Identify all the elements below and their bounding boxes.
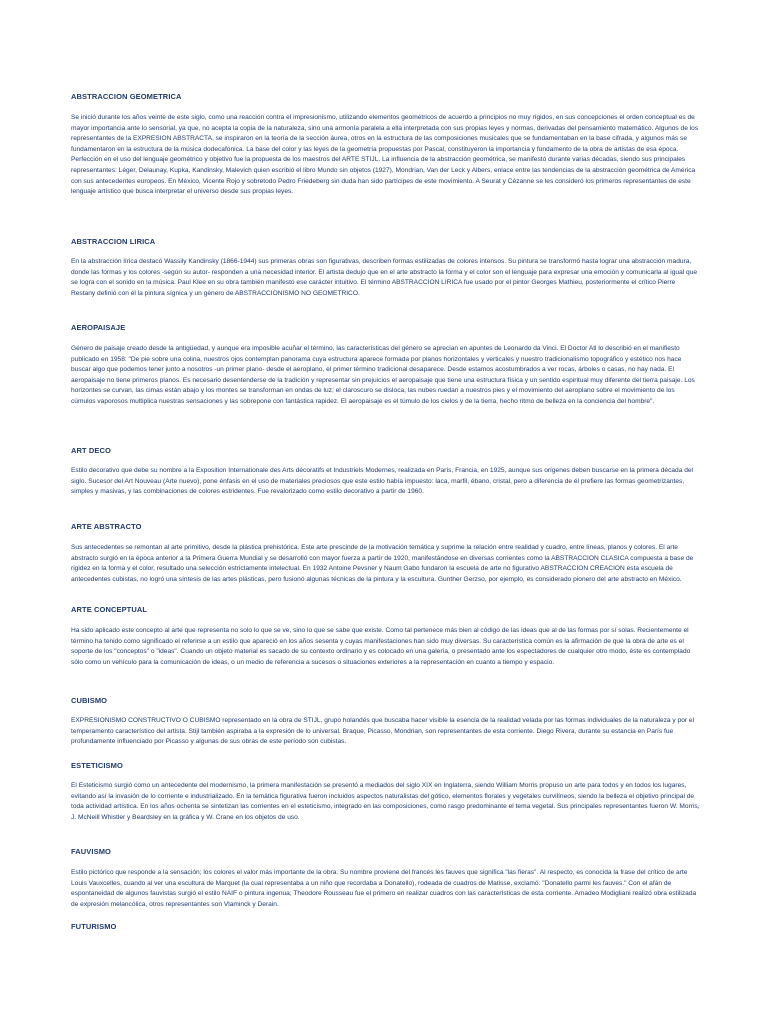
- section-body: El Esteticismo surgió como un antecedente del modernismo, la primera manifestación se presentó a mediados del siglo XIX en Inglaterra, siendo William Morris propuso un arte para todos y en todos los lugares, evitando así la invasión de lo corriente e industrializado. En la temática figurativa fueron incluidos aspectos naturalistas del gótico, elementos florales y vegetales curvilíneos, siendo la belleza el objetivo principal de toda actividad artística. En los años ochenta se sintetizan las corrientes en el esteticismo, integrado en las composiciones, como rasgo predominante el tema vegetal. Sus principales representantes fueron W. Morris, J. McNeill Whistler y Beardsley en la gráfica y W. Crane en los objetos de uso.: [71, 782, 700, 821]
- section-body: Estilo decorativo que debe su nombre a la Exposition Internationale des Arts décoratifs et Industriels Modernes, realizada en París, Francia, en 1925, aunque sus orígenes deben buscarse en la primera década del siglo. Sucesor del Art Nouveau (Arte nuevo), pone énfasis en el uso de materiales preciosos que este estilo había impuesto: laca, marfil, ébano, cristal, pero a diferencia de él prefiere las formas geometrizantes, simples y masivas, y las combinaciones de colores estridentes. Fue revalorizado como estilo decorativo a partir de 1960.: [71, 467, 694, 496]
- section-heading: ARTE ABSTRACTO: [71, 522, 142, 531]
- section-heading: ABSTRACCION GEOMETRICA: [71, 92, 182, 101]
- section-abstraccion-lirica: [71, 237, 701, 299]
- section-aeropaisaje: [71, 323, 701, 408]
- section-heading: CUBISMO: [71, 696, 108, 705]
- section-body: En la abstracción lírica destacó Wassily Kandinsky (1866-1944) sus primeras obras son figurativas, describen formas estilizadas de colores intensos. Su pintura se transformó hasta lograr una abstracción madura, donde las formas y los colores -según su autor- responden a una necesidad interior. El artista dedujo que en el arte abstracto la forma y el color son el lenguaje para expresar una emoción y comunicarla al igual que se logra con el sonido en la música. Paul Klee en su obra también manifestó ese carácter intuitivo. El término ABSTRACCION LIRICA fue usado por el pintor Georges Mathieu, posteriormente el crítico Pierre Restany definió con él la pintura sígnica y un género de ABSTRACCIONISMO NO GEOMETRICO.: [71, 258, 698, 297]
- section-body: Ha sido aplicado este concepto al arte que representa no solo lo que se ve, sino lo que se sabe que existe. Como tal pertenece más bien al código de las ideas que al de las formas por sí solas. Recientemente el término ha tenido como significado el referirse a un estilo que apareció en los años sesenta y cuyas manifestaciones han sido muy diversas. Su característica común es la afirmación de que la obra de arte es el soporte de los "conceptos" o "ideas". Cuando un objeto material es sacado de su contexto ordinario y es colocado en una galería, o presentado ante los espectadores de cualquier otro modo, éste es contemplado sólo como un vehículo para la comunicación de ideas, o un medio de referencia a sucesos o situaciones exteriores a la representación en cuanto a tiempo y espacio.: [71, 627, 691, 666]
- section-futurismo: [71, 922, 701, 932]
- section-arte-abstracto: [71, 522, 701, 585]
- section-arte-conceptual: [71, 605, 701, 668]
- section-heading: ABSTRACCION LIRICA: [71, 237, 156, 246]
- section-body: Género de paisaje creado desde la antigüedad, y aunque era imposible acuñar el término, las características del género se aprecian en apuntes de Leonardo da Vinci. El Doctor Atl lo describió en el manifiesto publicado en 1958: "De pie sobre una colina, nuestros ojos contemplan panorama cuya estructura aparece formada por planos horizontales y verticales y nuestro tradicionalismo topográfico y estético nos hace buscar algo que podemos tener junto a nosotros -un primer plano- desde el aeroplano, el primer término tradicional desaparece. Desde estamos acostumbrados a ver rocas, árboles o casas, no hay nada. El aeropaisaje no tiene primeros planos. Es necesario desentenderse de la tradición y representar sin prejuicios el aeropaisaje que tiene una estructura física y un sentido espiritual muy diferente del tierra paisaje. Los horizontes se curvan, las cimas están abajo y los montes se transforman en ondas de luz; el claroscuro se disloca, las nubes ruedan a nuestros pies y el movimiento del aeroplano sobre el movimiento de los cúmulos vaporosos multiplica nuestras sensaciones y las sobrepone con fantástica rapidez. El aeropaisaje es el túmulo de los cielos y de la tierra, hecho ritmo de belleza en la conciencia del hombre".: [71, 345, 695, 405]
- section-heading: FAUVISMO: [71, 847, 111, 856]
- section-art-deco: [71, 446, 701, 498]
- section-heading: ART DECO: [71, 446, 111, 455]
- section-heading: AEROPAISAJE: [71, 323, 126, 332]
- section-fauvismo: [71, 847, 701, 910]
- section-body: Estilo pictórico que responde a la sensación; los colores el valor más importante de la obra. Su nombre proviene del francés les fauves que significa "las fieras". Al respecto, es conocida la frase del crítico de arte Louis Vauxcelles, cuando al ver una escultura de Marquet (la cual representaba a un niño que recordaba a Donatello), rodeada de cuadros de Matisse, exclamó: "Donatello parmi les fauves." Con el afán de espontaneidad de algunos fauvistas surgió el estilo NAIF o pintura ingenua; Theodore Rousseau fue el primero en realizar cuadros con las características de esta corriente. Amadeo Modigliani realizó obra estilizada de expresión melancólica, otros representantes son Vlaminck y Derain.: [71, 869, 697, 908]
- section-heading: ESTETICISMO: [71, 761, 123, 770]
- section-body: EXPRESIONISMO CONSTRUCTIVO O CUBISMO representado en la obra de STIJL, grupo holandés que buscaba hacer visible la esencia de la realidad velada por las formas individuales de la naturaleza y por el temperamento característico del artista. Stijl también aspiraba a la expresión de lo universal. Braque, Picasso, Mondrian, son representantes de esta corriente. Diego Rivera, durante su estancia en París fue profundamente influenciado por Picasso y algunas de sus obras de este período son cubistas.: [71, 717, 695, 746]
- section-body: Se inició durante los años veinte de este siglo, como una reacción contra el impresionismo, utilizando elementos geométricos de acuerdo a principios no muy rígidos, en sus concepciones el orden conceptual es de mayor importancia ante lo sensorial, ya que, no acepta la copia de la naturaleza, sino una armonía paralela a ella interpretada con sus propias leyes y normas, derivadas del pensamiento matemático. Algunos de los representantes de la EXPRESION ABSTRACTA, se inspiraron en la teoría de la sección áurea, otros en la estructura de las composiciones musicales que se fundamentaban en la base cifrada, y algunos más se fundamentaron en la estructura de la música dodecafónica. La base del color y las leyes de la geometría propuestas por Pascal, constituyeron la importancia y fundamento de la obra de artistas de esa época. Perfección en el uso del lenguaje geométrico y objetivo fue la propuesta de los maestros del ARTE STIJL. La influencia de la abstracción geométrica, se manifestó durante varias décadas, siendo sus principales representantes: Léger, Delaunay, Kupka, Kandinsky, Malevich quien escribió el libro Mundo sin objetos (1927), Mondrian, Van der Leck y Albers, enlace entre las tendencias de la abstracción geométrica de América con sus antecedentes europeos. En México, Vicente Rojo y sobretodo Pedro Friedeberg sin duda han sido partícipes de este movimiento. A Seurat y Cézanne se les consideró los primeros representantes de este lenguaje artístico que busca interpretar el universo desde sus propias leyes.: [71, 114, 699, 196]
- section-abstraccion-geometrica: [71, 92, 701, 198]
- section-cubismo: [71, 696, 701, 748]
- section-heading: FUTURISMO: [71, 922, 117, 931]
- section-body: Sus antecedentes se remontan al arte primitivo, desde la plástica prehistórica. Este arte prescinde de la motivación temática y suprime la relación entre realidad y cuadro, entre líneas, planos y colores. El arte abstracto surgió en la época anterior a la Primera Guerra Mundial y se desarrolló con mayor fuerza a partir de 1920, manifestándose en diversas corrientes como la ABSTRACCION CLASICA compuesta a base de rigidez en la forma y el color, resultado una selección estrictamente intelectual. En 1932 Antoine Pevsner y Naum Gabo fundaron la escuela de arte no figurativo ABSTRACCION CREACION esta escuela de antecedentes cubistas, no logró una síntesis de las artes plásticas, pero fusionó algunas técnicas de la pintura y la escultura. Gunther Gerzso, por ejemplo, es considerado pionero del arte abstracto en México.: [71, 544, 694, 583]
- section-heading: ARTE CONCEPTUAL: [71, 605, 148, 614]
- section-esteticismo: [71, 761, 701, 823]
